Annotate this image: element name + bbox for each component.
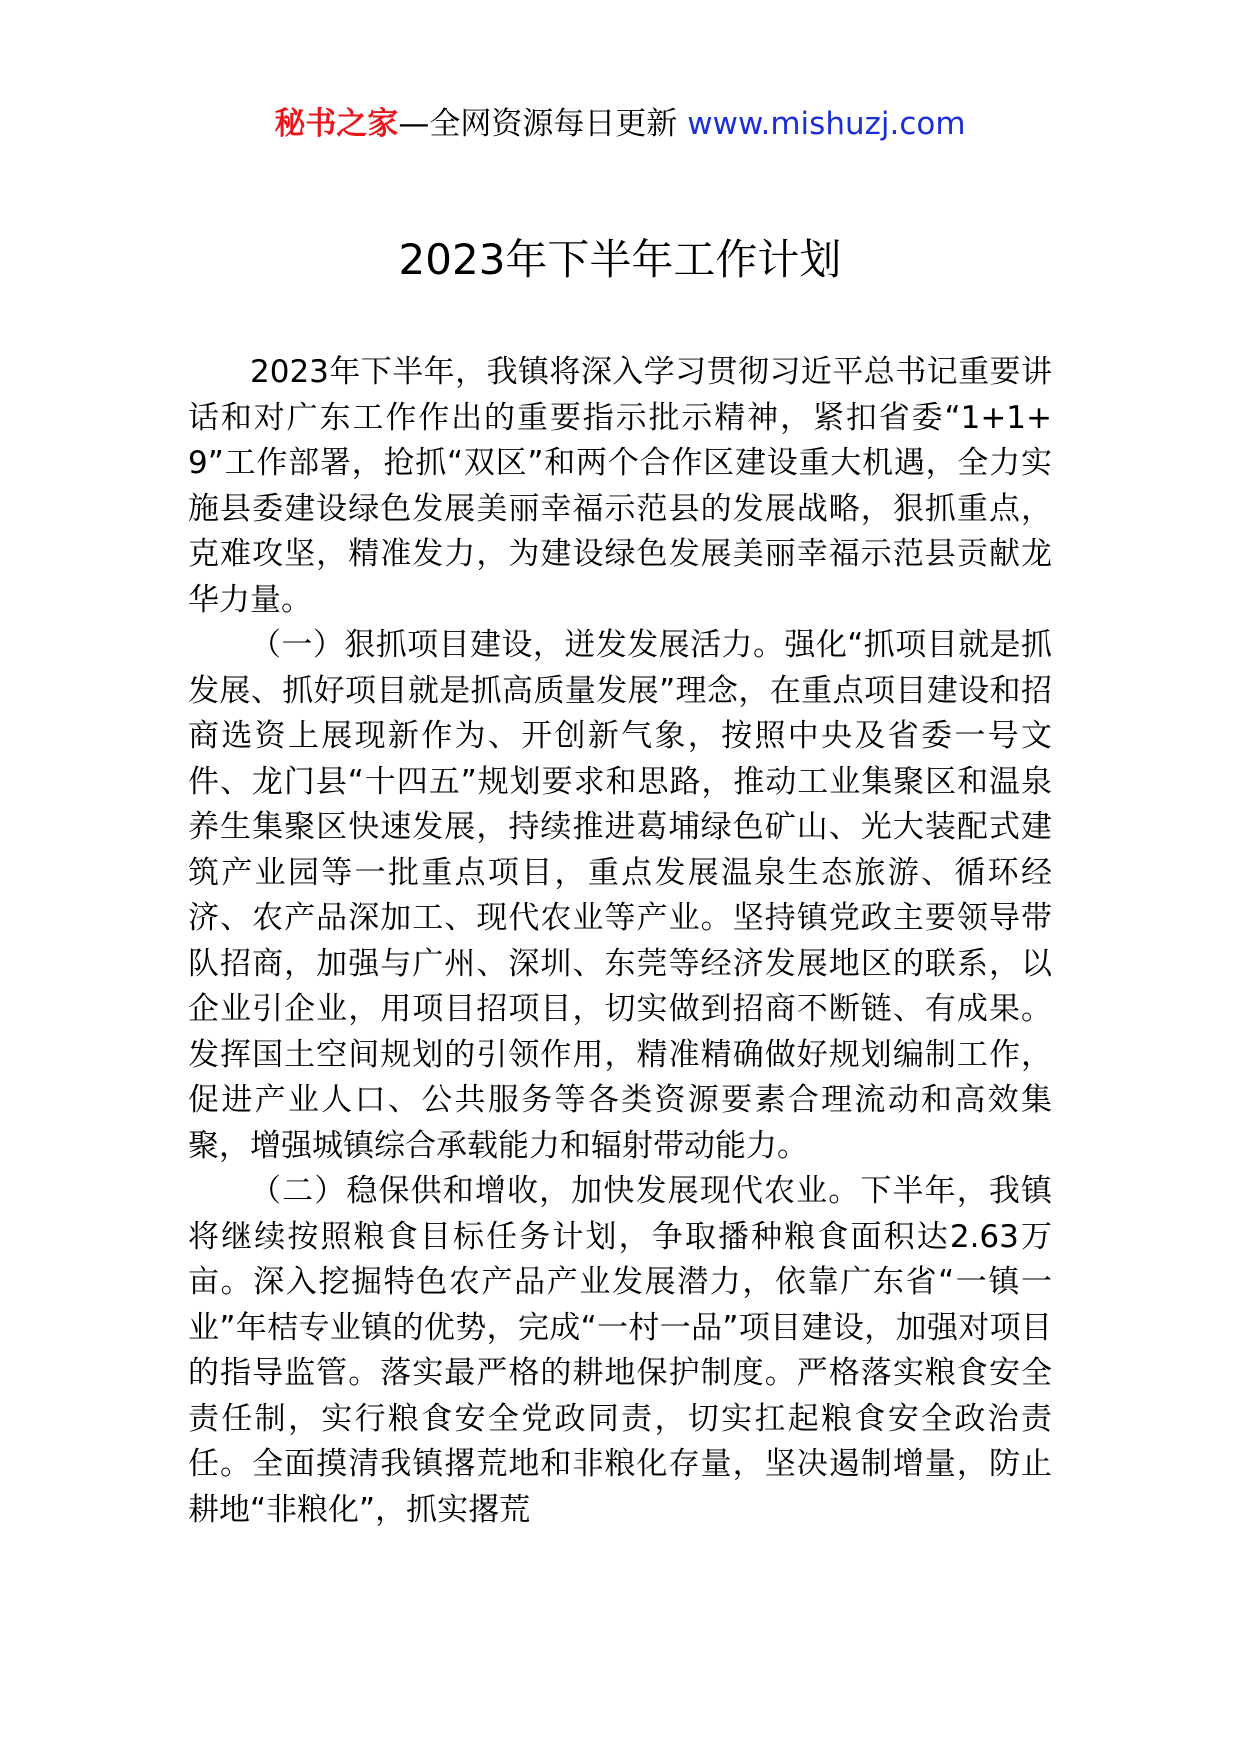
document-title: 2023年下半年工作计划 (398, 235, 842, 284)
header-slogan: —全网资源每日更新 (398, 106, 688, 142)
site-url-link[interactable]: www.mishuzj.com (687, 106, 966, 142)
brand-name: 秘书之家 (274, 106, 399, 142)
document-body (188, 350, 1052, 1533)
site-header (0, 104, 1240, 144)
paragraph-intro: 2023年下半年，我镇将深入学习贯彻习近平总书记重要讲话和对广东工作作出的重要指示批示精神，紧扣省委“1+1+9”工作部署，抢抓“双区”和两个合作区建设重大机遇，全力实施县委建设绿色发展美丽幸福示范县的发展战略，狠抓重点，克难攻坚，精准发力，为建设绿色发展美丽幸福示范县贡献龙华力量。 (188, 354, 1052, 618)
paragraph-section-2: （二）稳保供和增收，加快发展现代农业。下半年，我镇将继续按照粮食目标任务计划，争取播种粮食面积达2.63万亩。深入挖掘特色农产品产业发展潜力，依靠广东省“一镇一业”年桔专业镇的优势，完成“一村一品”项目建设，加强对项目的指导监管。落实最严格的耕地保护制度。严格落实粮食安全责任制，实行粮食安全党政同责，切实扛起粮食安全政治责任。全面摸清我镇撂荒地和非粮化存量，坚决遏制增量，防止耕地“非粮化”，抓实撂荒 (188, 1173, 1052, 1528)
paragraph-section-1: （一）狠抓项目建设，迸发发展活力。强化“抓项目就是抓发展、抓好项目就是抓高质量发展”理念，在重点项目建设和招商选资上展现新作为、开创新气象，按照中央及省委一号文件、龙门县“十四五”规划要求和思路，推动工业集聚区和温泉养生集聚区快速发展，持续推进葛埔绿色矿山、光大装配式建筑产业园等一批重点项目，重点发展温泉生态旅游、循环经济、农产品深加工、现代农业等产业。坚持镇党政主要领导带队招商，加强与广州、深圳、东莞等经济发展地区的联系，以企业引企业，用项目招项目，切实做到招商不断链、有成果。发挥国土空间规划的引领作用，精准精确做好规划编制工作，促进产业人口、公共服务等各类资源要素合理流动和高效集聚，增强城镇综合承载能力和辐射带动能力。 (188, 627, 1052, 1164)
